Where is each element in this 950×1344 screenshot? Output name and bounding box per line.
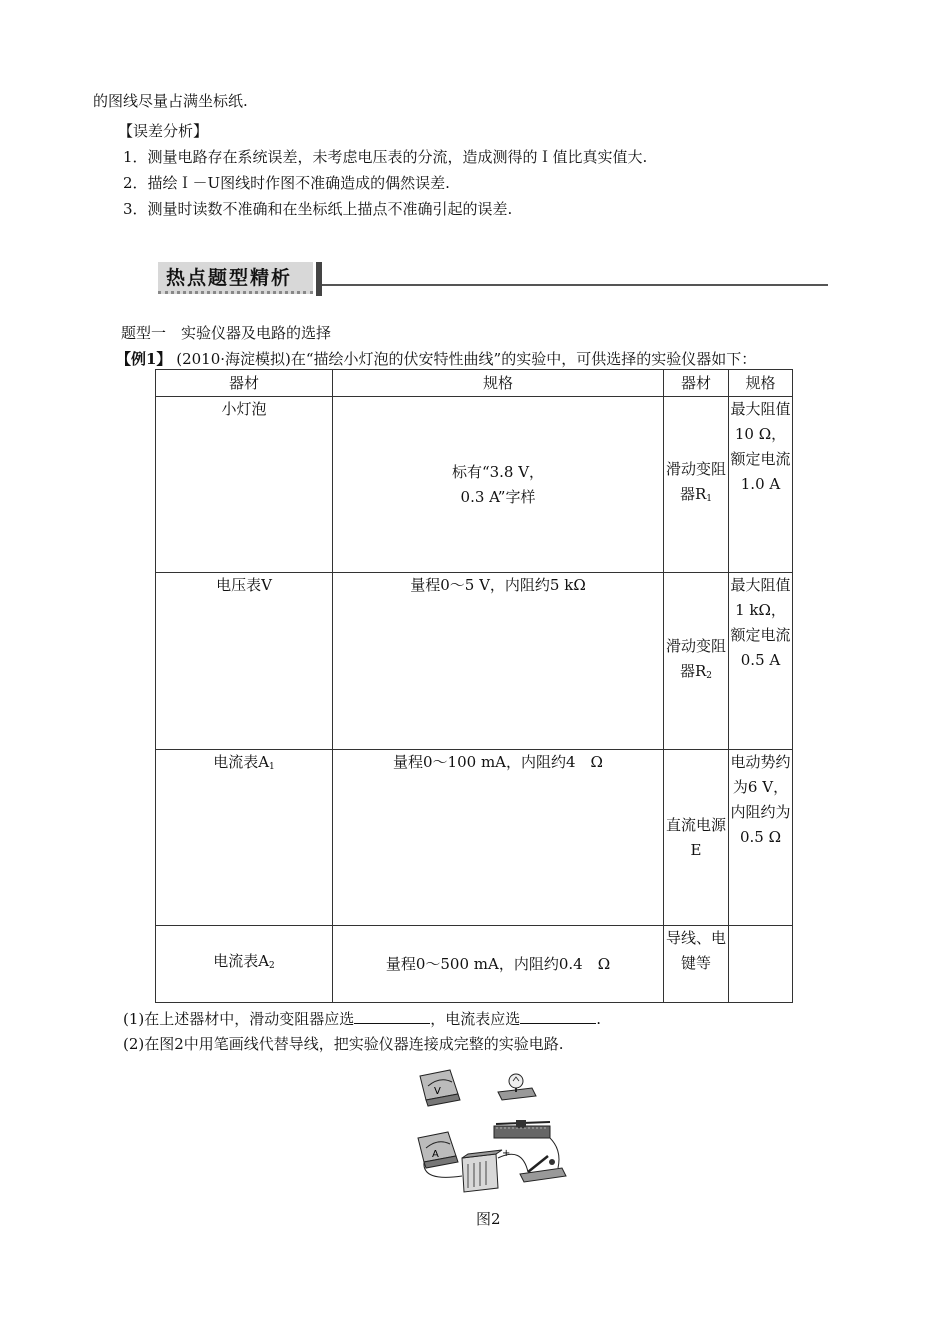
table-header: 器材 [156, 370, 333, 397]
question-type: 题型一 实验仪器及电路的选择 [121, 324, 332, 342]
equipment-spec: 最大阻值10 Ω，额定电流1.0 A [729, 397, 793, 573]
error-heading: 【误差分析】 [118, 122, 209, 140]
banner-bar [316, 262, 322, 296]
answer-blank-rheostat[interactable] [354, 1007, 430, 1024]
equipment-spec [729, 926, 793, 1003]
ammeter-label: A [432, 1149, 439, 1160]
equipment-table [155, 369, 793, 1003]
section-title: 热点题型精析 [158, 262, 313, 294]
table-row [156, 750, 793, 926]
equipment-spec: 量程0～100 mA，内阻约4 Ω [333, 750, 664, 926]
table-row [156, 397, 793, 573]
rheostat-icon [494, 1120, 550, 1138]
table-header: 规格 [333, 370, 664, 397]
equipment-name: 滑动变阻器$R_2$ [664, 573, 729, 750]
voltmeter-icon [420, 1070, 460, 1106]
equipment-spec: 量程0～500 mA，内阻约0.4 Ω [333, 926, 664, 1003]
plus-sign: + [502, 1148, 511, 1159]
equipment-name: 电压表V [156, 573, 333, 750]
equipment-spec: 标有“3.8 V， 0.3 A”字样 [333, 397, 664, 573]
circuit-figure [412, 1064, 592, 1194]
example-text: (2010·海淀模拟)在“描绘小灯泡的伏安特性曲线”的实验中，可供选择的实验仪器如下： [176, 350, 757, 368]
table-header: 规格 [729, 370, 793, 397]
equipment-name: 导线、电键等 [664, 926, 729, 1003]
equipment-name: 电流表$A_1$ [156, 750, 333, 926]
equipment-name: 直流电源E [664, 750, 729, 926]
question-1: (1)在上述器材中，滑动变阻器应选 ，电流表应选 . [123, 1007, 601, 1030]
example-line [116, 348, 756, 370]
battery-icon [462, 1148, 510, 1192]
figure-caption: 图2 [476, 1210, 501, 1228]
table-row [156, 573, 793, 750]
table-header-row [156, 370, 793, 397]
answer-blank-ammeter[interactable] [520, 1007, 596, 1024]
banner-rule [322, 284, 828, 286]
table-header: 器材 [664, 370, 729, 397]
example-label: 【例1】 [116, 350, 172, 368]
error-item: 2．描绘Ｉ－U图线时作图不准确造成的偶然误差. [123, 174, 450, 192]
equipment-name: 小灯泡 [156, 397, 333, 573]
equipment-name: 电流表$A_2$ [156, 926, 333, 1003]
question-2: (2)在图2中用笔画线代替导线，把实验仪器连接成完整的实验电路. [123, 1035, 564, 1053]
error-item: 3．测量时读数不准确和在坐标纸上描点不准确引起的误差. [123, 200, 513, 218]
section-banner [158, 262, 828, 296]
table-row [156, 926, 793, 1003]
equipment-spec: 最大阻值1 kΩ，额定电流0.5 A [729, 573, 793, 750]
bulb-icon [498, 1074, 536, 1100]
equipment-spec: 电动势约为6 V，内阻约为0.5 Ω [729, 750, 793, 926]
equipment-spec: 量程0～5 V，内阻约5 kΩ [333, 573, 664, 750]
intro-line: 的图线尽量占满坐标纸. [93, 92, 248, 110]
error-item: 1．测量电路存在系统误差，未考虑电压表的分流，造成测得的Ｉ值比真实值大. [123, 148, 648, 166]
voltmeter-label: V [434, 1086, 441, 1097]
equipment-name: 滑动变阻器$R_1$ [664, 397, 729, 573]
